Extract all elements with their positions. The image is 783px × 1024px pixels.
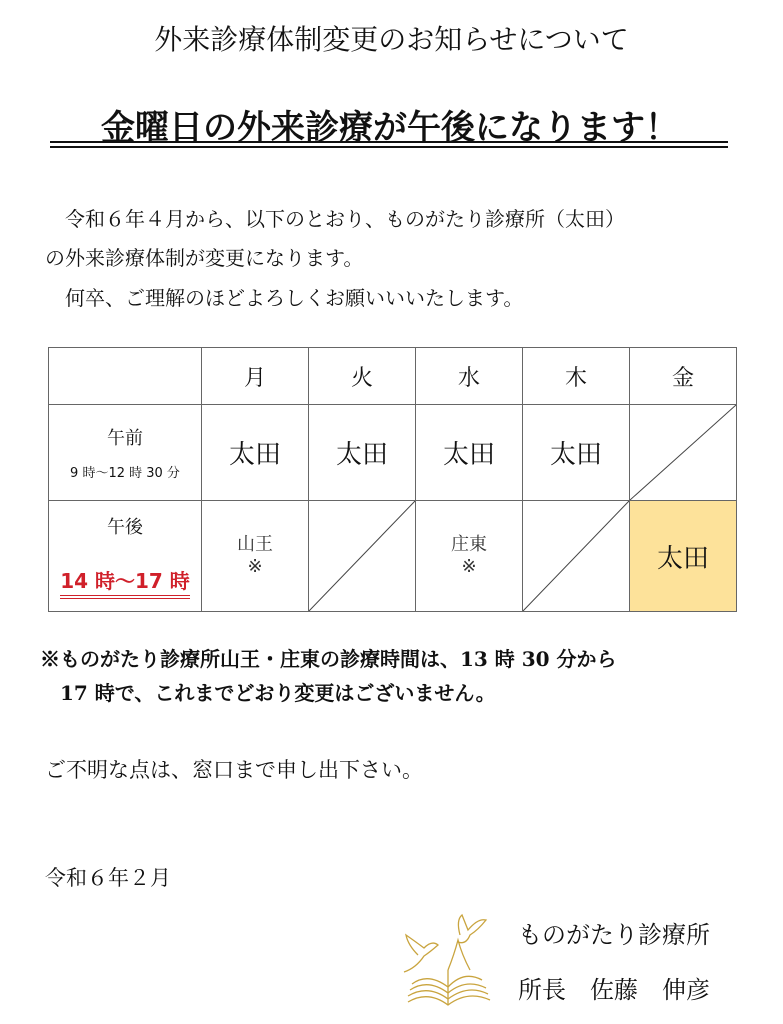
schedule-cell: 太田	[309, 405, 416, 501]
issue-date: 令和６年２月	[45, 866, 171, 890]
afternoon-label-cell	[49, 501, 202, 612]
note-line: 17 時で、これまでどおり変更はございません。	[40, 681, 496, 705]
schedule-cell: 太田	[523, 405, 630, 501]
day-header: 水	[416, 348, 523, 405]
diagonal-slash	[523, 501, 629, 611]
note-mark: ※	[461, 556, 477, 577]
afternoon-hours: 14 時～17 時	[60, 565, 190, 599]
headline: 金曜日の外来診療が午後になります！	[101, 108, 679, 148]
day-header: 金	[630, 348, 737, 405]
corner-cell	[49, 348, 202, 405]
diagonal-slash	[630, 405, 736, 500]
closed-cell	[309, 501, 416, 612]
table-header-row	[49, 348, 737, 405]
schedule-cell: 太田	[202, 405, 309, 501]
schedule-cell: 太田	[416, 405, 523, 501]
afternoon-row	[49, 501, 737, 612]
clinic-name: 庄東	[451, 534, 487, 555]
note-line: ※ものがたり診療所山王・庄東の診療時間は、13 時 30 分から	[40, 647, 617, 671]
note-mark: ※	[247, 556, 263, 577]
schedule-table	[48, 347, 737, 612]
day-header: 火	[309, 348, 416, 405]
intro-line: 令和６年４月から、以下のとおり、ものがたり診療所（太田）	[45, 207, 625, 231]
director-name: 所長 佐藤 伸彦	[518, 976, 710, 1004]
closed-cell	[630, 405, 737, 501]
schedule-cell	[416, 501, 523, 612]
day-header: 木	[523, 348, 630, 405]
closed-cell	[523, 501, 630, 612]
friday-afternoon-cell: 太田	[630, 501, 737, 612]
schedule-cell	[202, 501, 309, 612]
intro-line: 何卒、ご理解のほどよろしくお願いいいたします。	[45, 286, 524, 310]
notice-title: 外来診療体制変更のお知らせについて	[154, 23, 629, 56]
clinic-name: ものがたり診療所	[518, 921, 710, 949]
morning-label: 午前	[107, 428, 143, 449]
diagonal-slash	[309, 501, 415, 611]
morning-label-cell	[49, 405, 202, 501]
day-header: 月	[202, 348, 309, 405]
intro-line: の外来診療体制が変更になります。	[45, 246, 364, 270]
book-with-birds-logo-icon	[398, 910, 498, 1015]
morning-row	[49, 405, 737, 501]
clinic-name: 山王	[237, 534, 273, 555]
headline-double-underline	[50, 141, 728, 148]
morning-hours: 9 時～12 時 30 分	[70, 466, 180, 481]
contact-text: ご不明な点は、窓口まで申し出下さい。	[45, 758, 423, 782]
afternoon-label: 午後	[107, 517, 143, 538]
